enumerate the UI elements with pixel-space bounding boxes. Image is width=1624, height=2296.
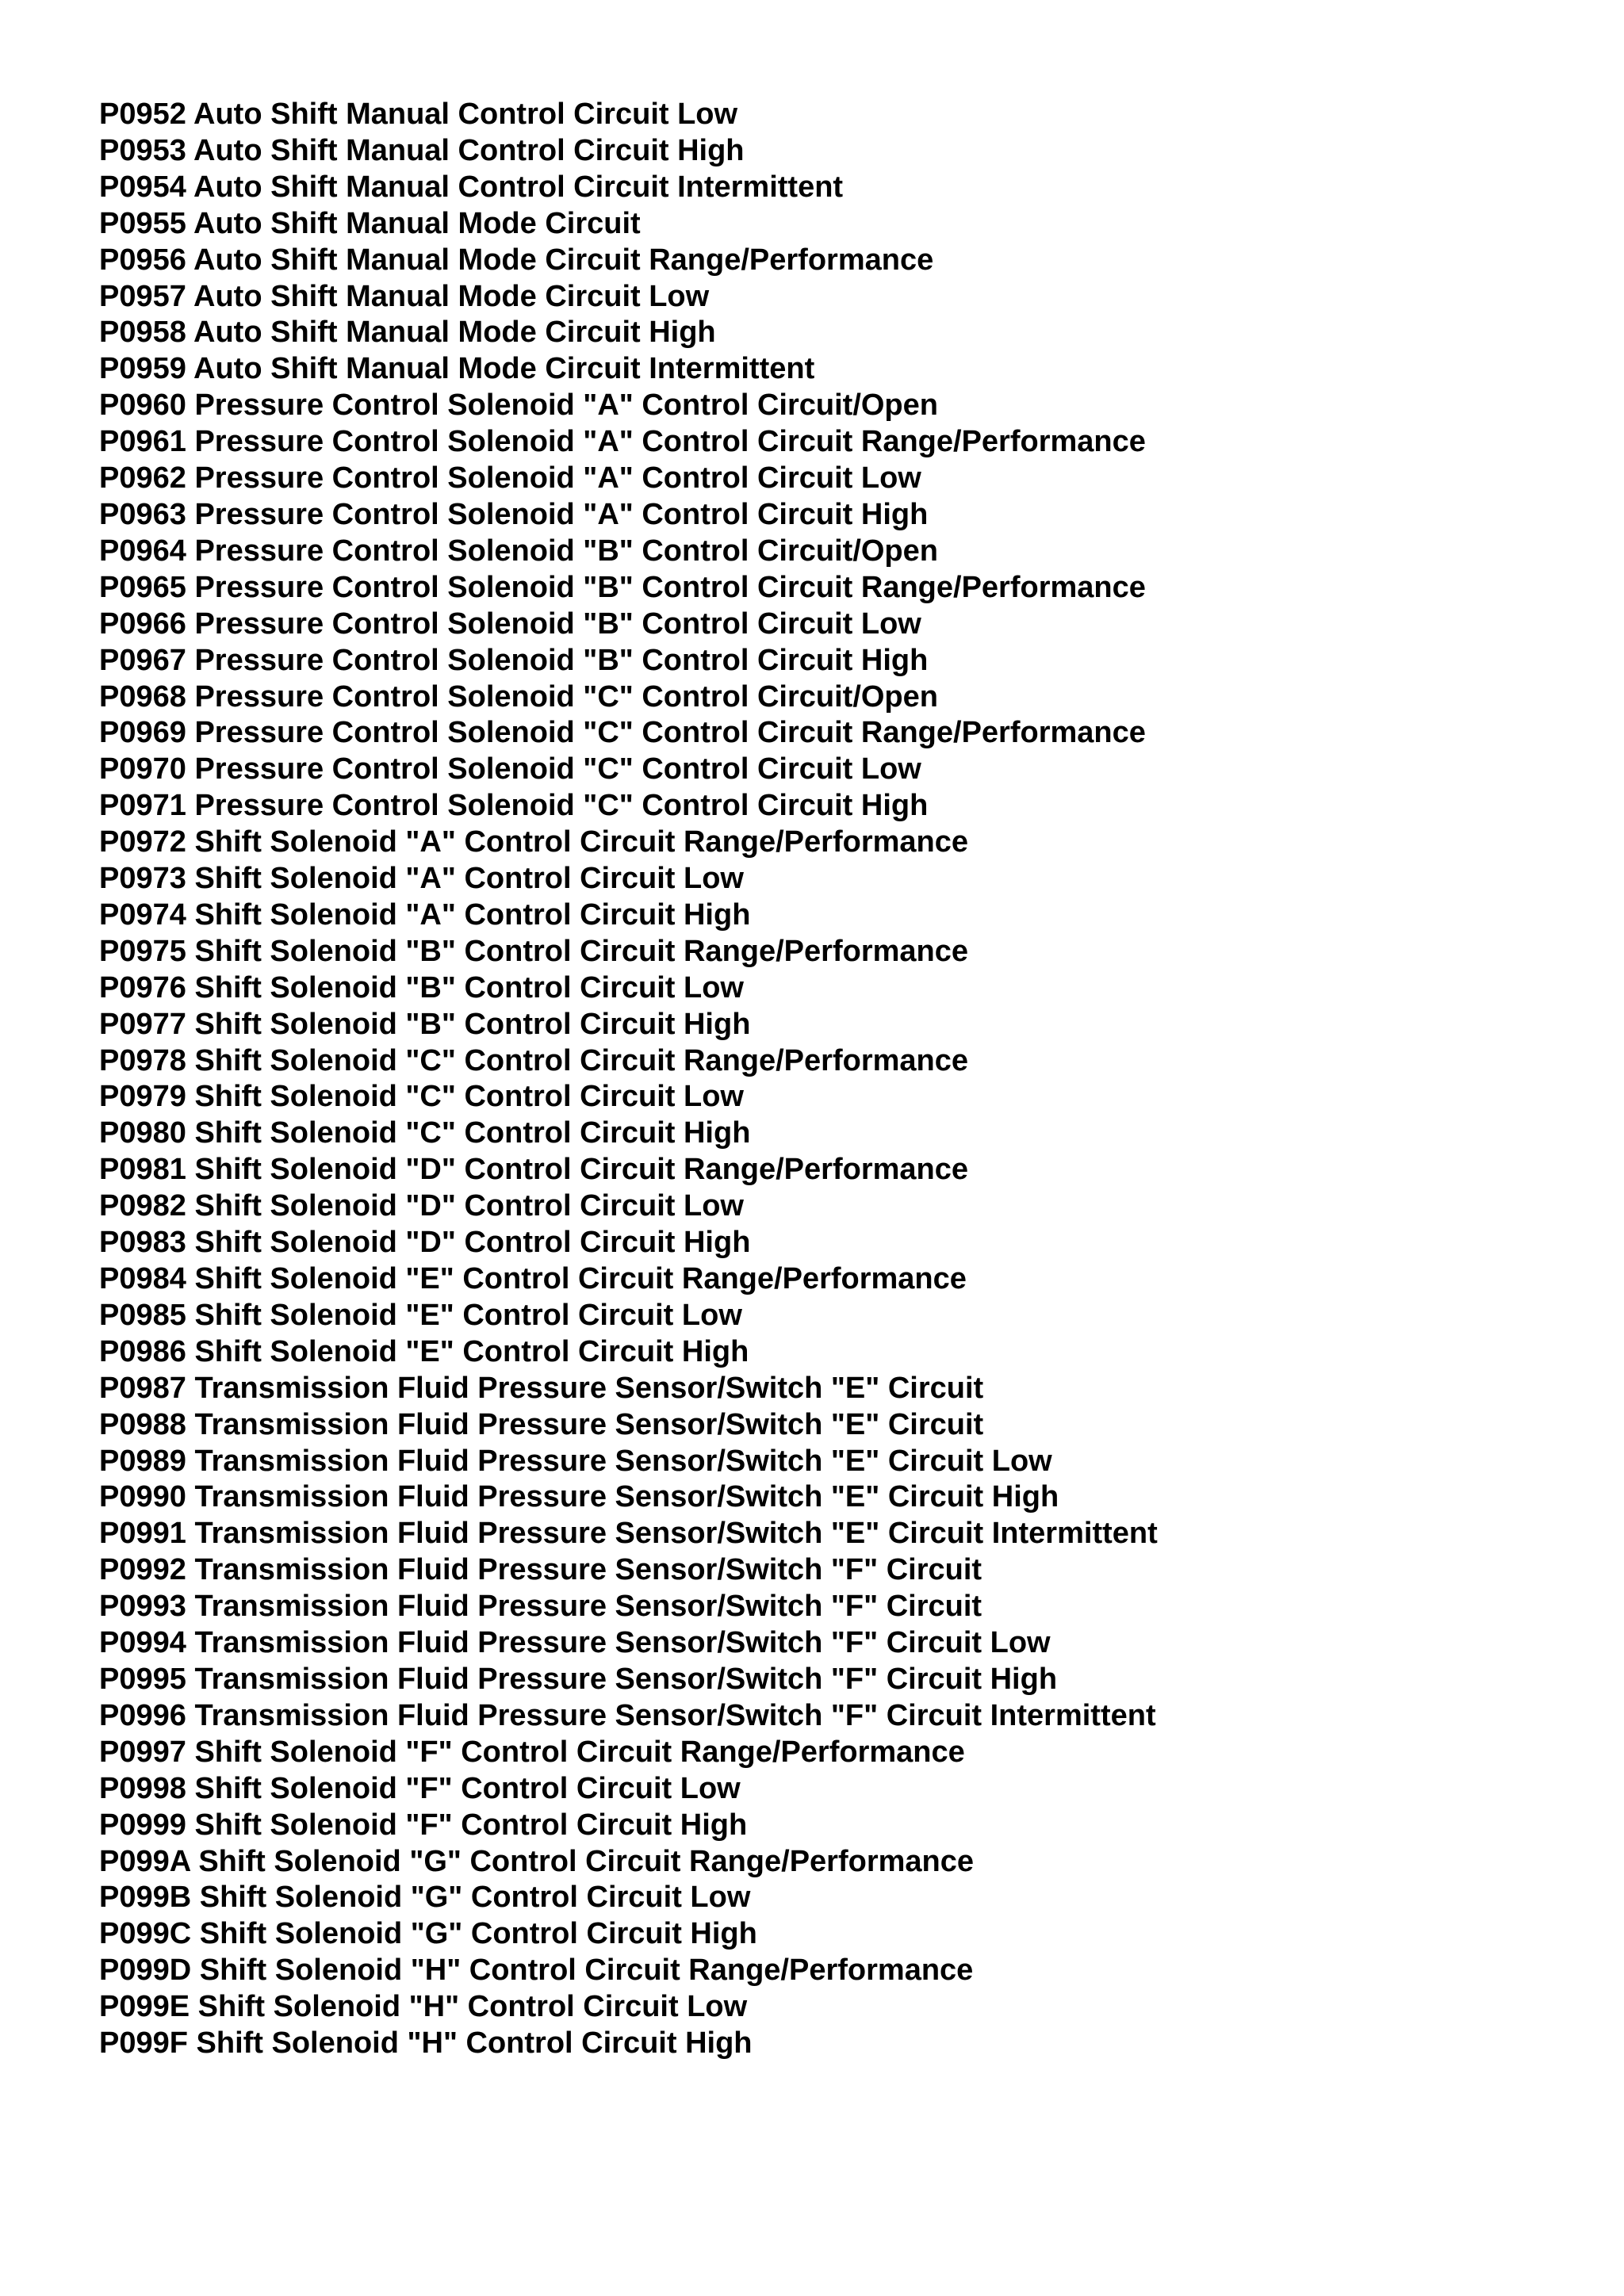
code-line: P0972 Shift Solenoid "A" Control Circuit Range/Performance <box>99 825 969 859</box>
code-line: P0996 Transmission Fluid Pressure Sensor/Switch "F" Circuit Intermittent <box>99 1698 1156 1732</box>
code-line: P0971 Pressure Control Solenoid "C" Control Circuit High <box>99 789 929 823</box>
code-line: P0985 Shift Solenoid "E" Control Circuit Low <box>99 1298 742 1332</box>
code-line: P0988 Transmission Fluid Pressure Sensor/Switch "E" Circuit <box>99 1407 984 1441</box>
code-line: P0993 Transmission Fluid Pressure Sensor/Switch "F" Circuit <box>99 1590 982 1624</box>
code-line: P0963 Pressure Control Solenoid "A" Control Circuit High <box>99 497 929 531</box>
code-line: P0989 Transmission Fluid Pressure Sensor/Switch "E" Circuit Low <box>99 1444 1052 1478</box>
code-line: P0970 Pressure Control Solenoid "C" Control Circuit Low <box>99 752 921 786</box>
code-line: P0953 Auto Shift Manual Control Circuit High <box>99 133 745 167</box>
code-line: P0984 Shift Solenoid "E" Control Circuit Range/Performance <box>99 1262 967 1295</box>
code-line: P0961 Pressure Control Solenoid "A" Control Circuit Range/Performance <box>99 425 1146 459</box>
code-line: P0962 Pressure Control Solenoid "A" Control Circuit Low <box>99 461 921 496</box>
code-line: P0966 Pressure Control Solenoid "B" Control Circuit Low <box>99 607 921 641</box>
code-line: P0969 Pressure Control Solenoid "C" Control Circuit Range/Performance <box>99 716 1146 750</box>
code-line: P0957 Auto Shift Manual Mode Circuit Low <box>99 279 710 313</box>
code-line: P0952 Auto Shift Manual Control Circuit Low <box>99 98 738 131</box>
code-line: P0981 Shift Solenoid "D" Control Circuit Range/Performance <box>99 1153 969 1187</box>
code-line: P0980 Shift Solenoid "C" Control Circuit High <box>99 1116 751 1150</box>
code-line: P0991 Transmission Fluid Pressure Sensor/Switch "E" Circuit Intermittent <box>99 1517 1158 1551</box>
code-line: P0990 Transmission Fluid Pressure Sensor/Switch "E" Circuit High <box>99 1480 1059 1514</box>
code-line: P0955 Auto Shift Manual Mode Circuit <box>99 206 641 240</box>
code-line: P0995 Transmission Fluid Pressure Sensor/Switch "F" Circuit High <box>99 1662 1058 1696</box>
code-line: P0998 Shift Solenoid "F" Control Circuit Low <box>99 1771 741 1805</box>
code-line: P0977 Shift Solenoid "B" Control Circuit High <box>99 1007 751 1041</box>
code-line: P0976 Shift Solenoid "B" Control Circuit Low <box>99 970 744 1004</box>
code-line: P0986 Shift Solenoid "E" Control Circuit High <box>99 1334 749 1368</box>
code-line: P0956 Auto Shift Manual Mode Circuit Range/Performance <box>99 243 934 277</box>
code-line: P0997 Shift Solenoid "F" Control Circuit Range/Performance <box>99 1735 965 1769</box>
code-line: P0965 Pressure Control Solenoid "B" Control Circuit Range/Performance <box>99 570 1146 604</box>
code-line: P0982 Shift Solenoid "D" Control Circuit Low <box>99 1189 744 1223</box>
code-line: P0974 Shift Solenoid "A" Control Circuit High <box>99 897 751 932</box>
code-line: P0960 Pressure Control Solenoid "A" Control Circuit/Open <box>99 388 938 423</box>
code-line: P0975 Shift Solenoid "B" Control Circuit Range/Performance <box>99 934 969 968</box>
code-line: P0994 Transmission Fluid Pressure Sensor/Switch "F" Circuit Low <box>99 1626 1051 1660</box>
trouble-code-list <box>99 97 1158 2062</box>
code-line: P0968 Pressure Control Solenoid "C" Control Circuit/Open <box>99 679 938 714</box>
code-line: P0964 Pressure Control Solenoid "B" Control Circuit/Open <box>99 534 938 568</box>
code-line: P0992 Transmission Fluid Pressure Sensor/Switch "F" Circuit <box>99 1553 982 1587</box>
code-line: P099E Shift Solenoid "H" Control Circuit Low <box>99 1990 748 2024</box>
code-line: P099A Shift Solenoid "G" Control Circuit Range/Performance <box>99 1844 975 1878</box>
code-line: P099B Shift Solenoid "G" Control Circuit Low <box>99 1881 751 1915</box>
code-line: P099D Shift Solenoid "H" Control Circuit Range/Performance <box>99 1954 974 1988</box>
code-line: P099F Shift Solenoid "H" Control Circuit High <box>99 2026 753 2061</box>
code-line: P0973 Shift Solenoid "A" Control Circuit Low <box>99 862 744 896</box>
code-line: P0987 Transmission Fluid Pressure Sensor/Switch "E" Circuit <box>99 1371 984 1405</box>
code-line: P0983 Shift Solenoid "D" Control Circuit High <box>99 1226 751 1260</box>
code-line: P0959 Auto Shift Manual Mode Circuit Intermittent <box>99 352 815 386</box>
code-line: P099C Shift Solenoid "G" Control Circuit High <box>99 1917 757 1951</box>
code-line: P0999 Shift Solenoid "F" Control Circuit High <box>99 1808 748 1842</box>
code-line: P0978 Shift Solenoid "C" Control Circuit Range/Performance <box>99 1043 969 1077</box>
code-line: P0958 Auto Shift Manual Mode Circuit High <box>99 316 716 350</box>
code-line: P0954 Auto Shift Manual Control Circuit Intermittent <box>99 170 844 204</box>
code-line: P0967 Pressure Control Solenoid "B" Control Circuit High <box>99 643 929 677</box>
code-line: P0979 Shift Solenoid "C" Control Circuit Low <box>99 1080 744 1114</box>
